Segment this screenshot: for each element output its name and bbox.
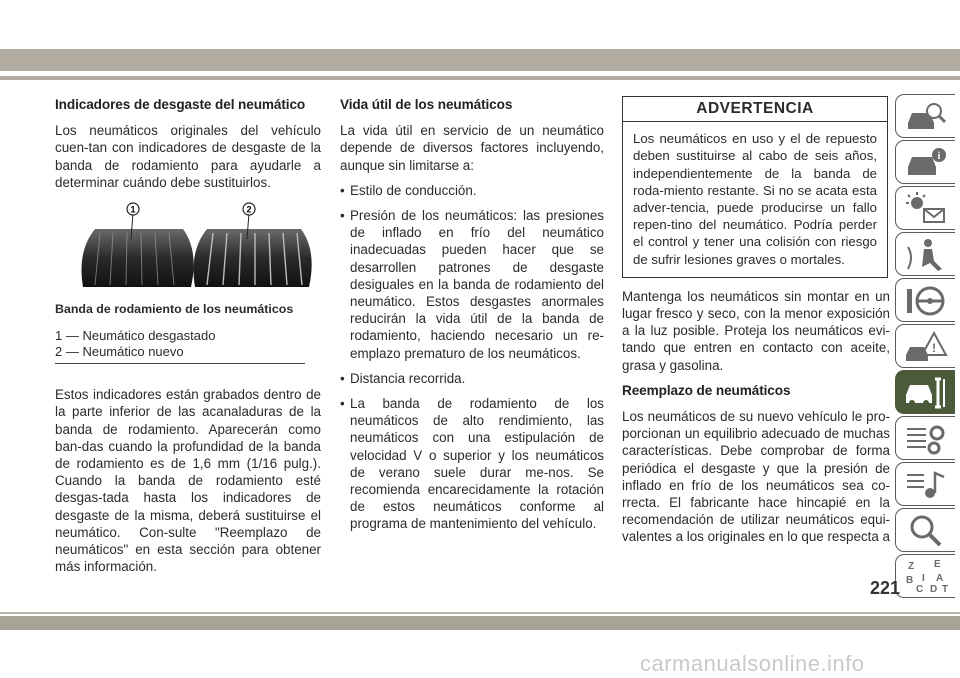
bullet-glyph: • bbox=[340, 208, 345, 224]
bottom-band bbox=[0, 616, 960, 630]
alphabet-index-icon bbox=[904, 559, 948, 595]
tab-multimedia[interactable] bbox=[895, 462, 955, 506]
list-item: • Distancia recorrida. bbox=[340, 370, 466, 386]
svg-text:!: ! bbox=[932, 341, 936, 355]
svg-text:B: B bbox=[906, 575, 914, 586]
bullet-glyph: • bbox=[340, 370, 345, 386]
tab-car-hazard[interactable] bbox=[895, 324, 955, 368]
steering-wheel-icon bbox=[904, 283, 948, 319]
column-2 bbox=[340, 96, 604, 541]
column-1 bbox=[55, 96, 321, 583]
warning-lights-icon bbox=[904, 191, 948, 227]
tab-car-search[interactable] bbox=[895, 94, 955, 138]
tab-car-info[interactable] bbox=[895, 140, 955, 184]
list-item: • La banda de rodamiento de los neumáticos de alto rendimiento, las neumáticos con una estipulación de velocidad V o superior y los neumáticos de verano suele durar me-nos. Se recomienda encarecidamente la rotación de estos neumáticos conforme al programa de mantenimiento del vehículo. bbox=[340, 396, 604, 532]
tab-specs[interactable] bbox=[895, 416, 955, 460]
warning-body: Los neumáticos en uso y el de repuesto deben sustituirse al cabo de seis años, independientemente de la banda de roda-miento restante. Si no se acata esta adver-tencia, puede producirse un fallo repen-tino del neumático. Podría perder el control y tener una colisión con riesgo de sufrir lesiones graves o mortales. bbox=[633, 131, 877, 267]
car-search-icon bbox=[904, 99, 948, 135]
svg-text:I: I bbox=[922, 573, 925, 584]
storage-paragraph: Mantenga los neumáticos sin montar en un lugar fresco y seco, con la menor exposición a la luz posible. Proteja los neumáticos evi-tando que entren en contacto con aceite, grasa y gasolina. bbox=[622, 288, 890, 373]
new-tire bbox=[194, 229, 312, 287]
tab-car-service[interactable] bbox=[895, 370, 955, 414]
figure-legend bbox=[55, 328, 305, 364]
tread-indicators-intro: Los neumáticos originales del vehículo cuen-tan con indicadores de desgaste de la banda de rodamiento para ayudarle a determinar cuándo debe sustituirlos. bbox=[55, 123, 321, 190]
specs-gear-icon bbox=[904, 421, 948, 457]
watermark: carmanualsonline.info bbox=[640, 651, 865, 676]
tire-life-heading: Vida útil de los neumáticos bbox=[340, 97, 513, 112]
bottom-band-line bbox=[0, 612, 960, 614]
bullet-glyph: • bbox=[340, 182, 345, 198]
tab-index[interactable] bbox=[895, 554, 955, 598]
svg-text:i: i bbox=[937, 151, 941, 162]
svg-text:C: C bbox=[916, 584, 924, 595]
list-item: • Presión de los neumáticos: las presiones de inflado en frío del neumático inadecuadas pueden hacer que se desarrollen patrones de desgaste desiguales en la banda de rodamiento del neumático. Estos desgastes anormales reducirán la vida útil de la banda de rodamiento, haciendo necesario un re-emplazo prematuro de los neumáticos. bbox=[340, 208, 604, 361]
svg-text:T: T bbox=[942, 584, 948, 595]
svg-text:Z: Z bbox=[908, 561, 915, 572]
tire-replacement-heading: Reemplazo de neumáticos bbox=[622, 382, 791, 398]
tread-indicators-heading: Indicadores de desgaste del neumático bbox=[55, 97, 306, 112]
svg-text:A: A bbox=[936, 573, 944, 584]
tire-life-intro: La vida útil en servicio de un neumático depende de diversos factores incluyendo, aunque sin limitarse a: bbox=[340, 123, 604, 173]
tire-replacement-paragraph: Los neumáticos de su nuevo vehículo le pro-porcionan un equilibrio adecuado de muchas características. Debe comprobar de forma periódica el desgaste y que la presión de inflado en frío de los neumáticos sea co-rrecta. El fabricante hace hincapié en la recomendación de utilizar neumáticos equi-valentes a los originales en lo que respecta a bbox=[622, 409, 890, 545]
warning-title: ADVERTENCIA bbox=[623, 97, 887, 122]
legend-item-2: 2 — Neumático nuevo bbox=[55, 344, 184, 360]
page-number: 221 bbox=[869, 578, 900, 598]
bullet-glyph: • bbox=[340, 396, 345, 412]
marker-1-label: 1 bbox=[130, 204, 136, 215]
legend-item-1: 1 — Neumático desgastado bbox=[55, 328, 216, 344]
tire-life-factors bbox=[340, 182, 604, 533]
music-icon bbox=[904, 467, 948, 503]
svg-text:E: E bbox=[934, 559, 941, 570]
car-hazard-icon bbox=[904, 329, 948, 365]
top-band-line bbox=[0, 76, 960, 80]
svg-text:D: D bbox=[930, 584, 938, 595]
tread-indicators-body: Estos indicadores están grabados dentro de la parte inferior de las acanaladuras de la banda de rodamiento. Aparecerán como ban-das cuando la profundidad de la banda de rodamiento es de 1,6 mm (1/16 pulg.). Cuando la banda de rodamiento esté desgas-tada hasta los indicadores de desgaste de la misma, deberá sustituirse el neumático. Con-sulte "Reemplazo de neumáticos" en esta sección para obtener más información. bbox=[55, 387, 321, 575]
car-info-icon bbox=[904, 145, 948, 181]
tab-search[interactable] bbox=[895, 508, 955, 552]
car-service-icon bbox=[904, 375, 948, 411]
column-3 bbox=[622, 96, 890, 554]
tab-airbag[interactable] bbox=[895, 232, 955, 276]
airbag-person-icon bbox=[904, 237, 948, 273]
worn-tire bbox=[82, 229, 194, 287]
figure-caption: Banda de rodamiento de los neumáticos bbox=[55, 302, 294, 317]
top-band bbox=[0, 49, 960, 71]
warning-box bbox=[622, 96, 888, 278]
marker-2-label: 2 bbox=[246, 204, 252, 215]
search-icon bbox=[904, 513, 948, 549]
tab-warning-lights[interactable] bbox=[895, 186, 955, 230]
list-item: • Estilo de conducción. bbox=[340, 182, 477, 198]
tire-tread-figure bbox=[55, 199, 321, 295]
tire-illustration bbox=[55, 199, 321, 295]
tab-steering[interactable] bbox=[895, 278, 955, 322]
